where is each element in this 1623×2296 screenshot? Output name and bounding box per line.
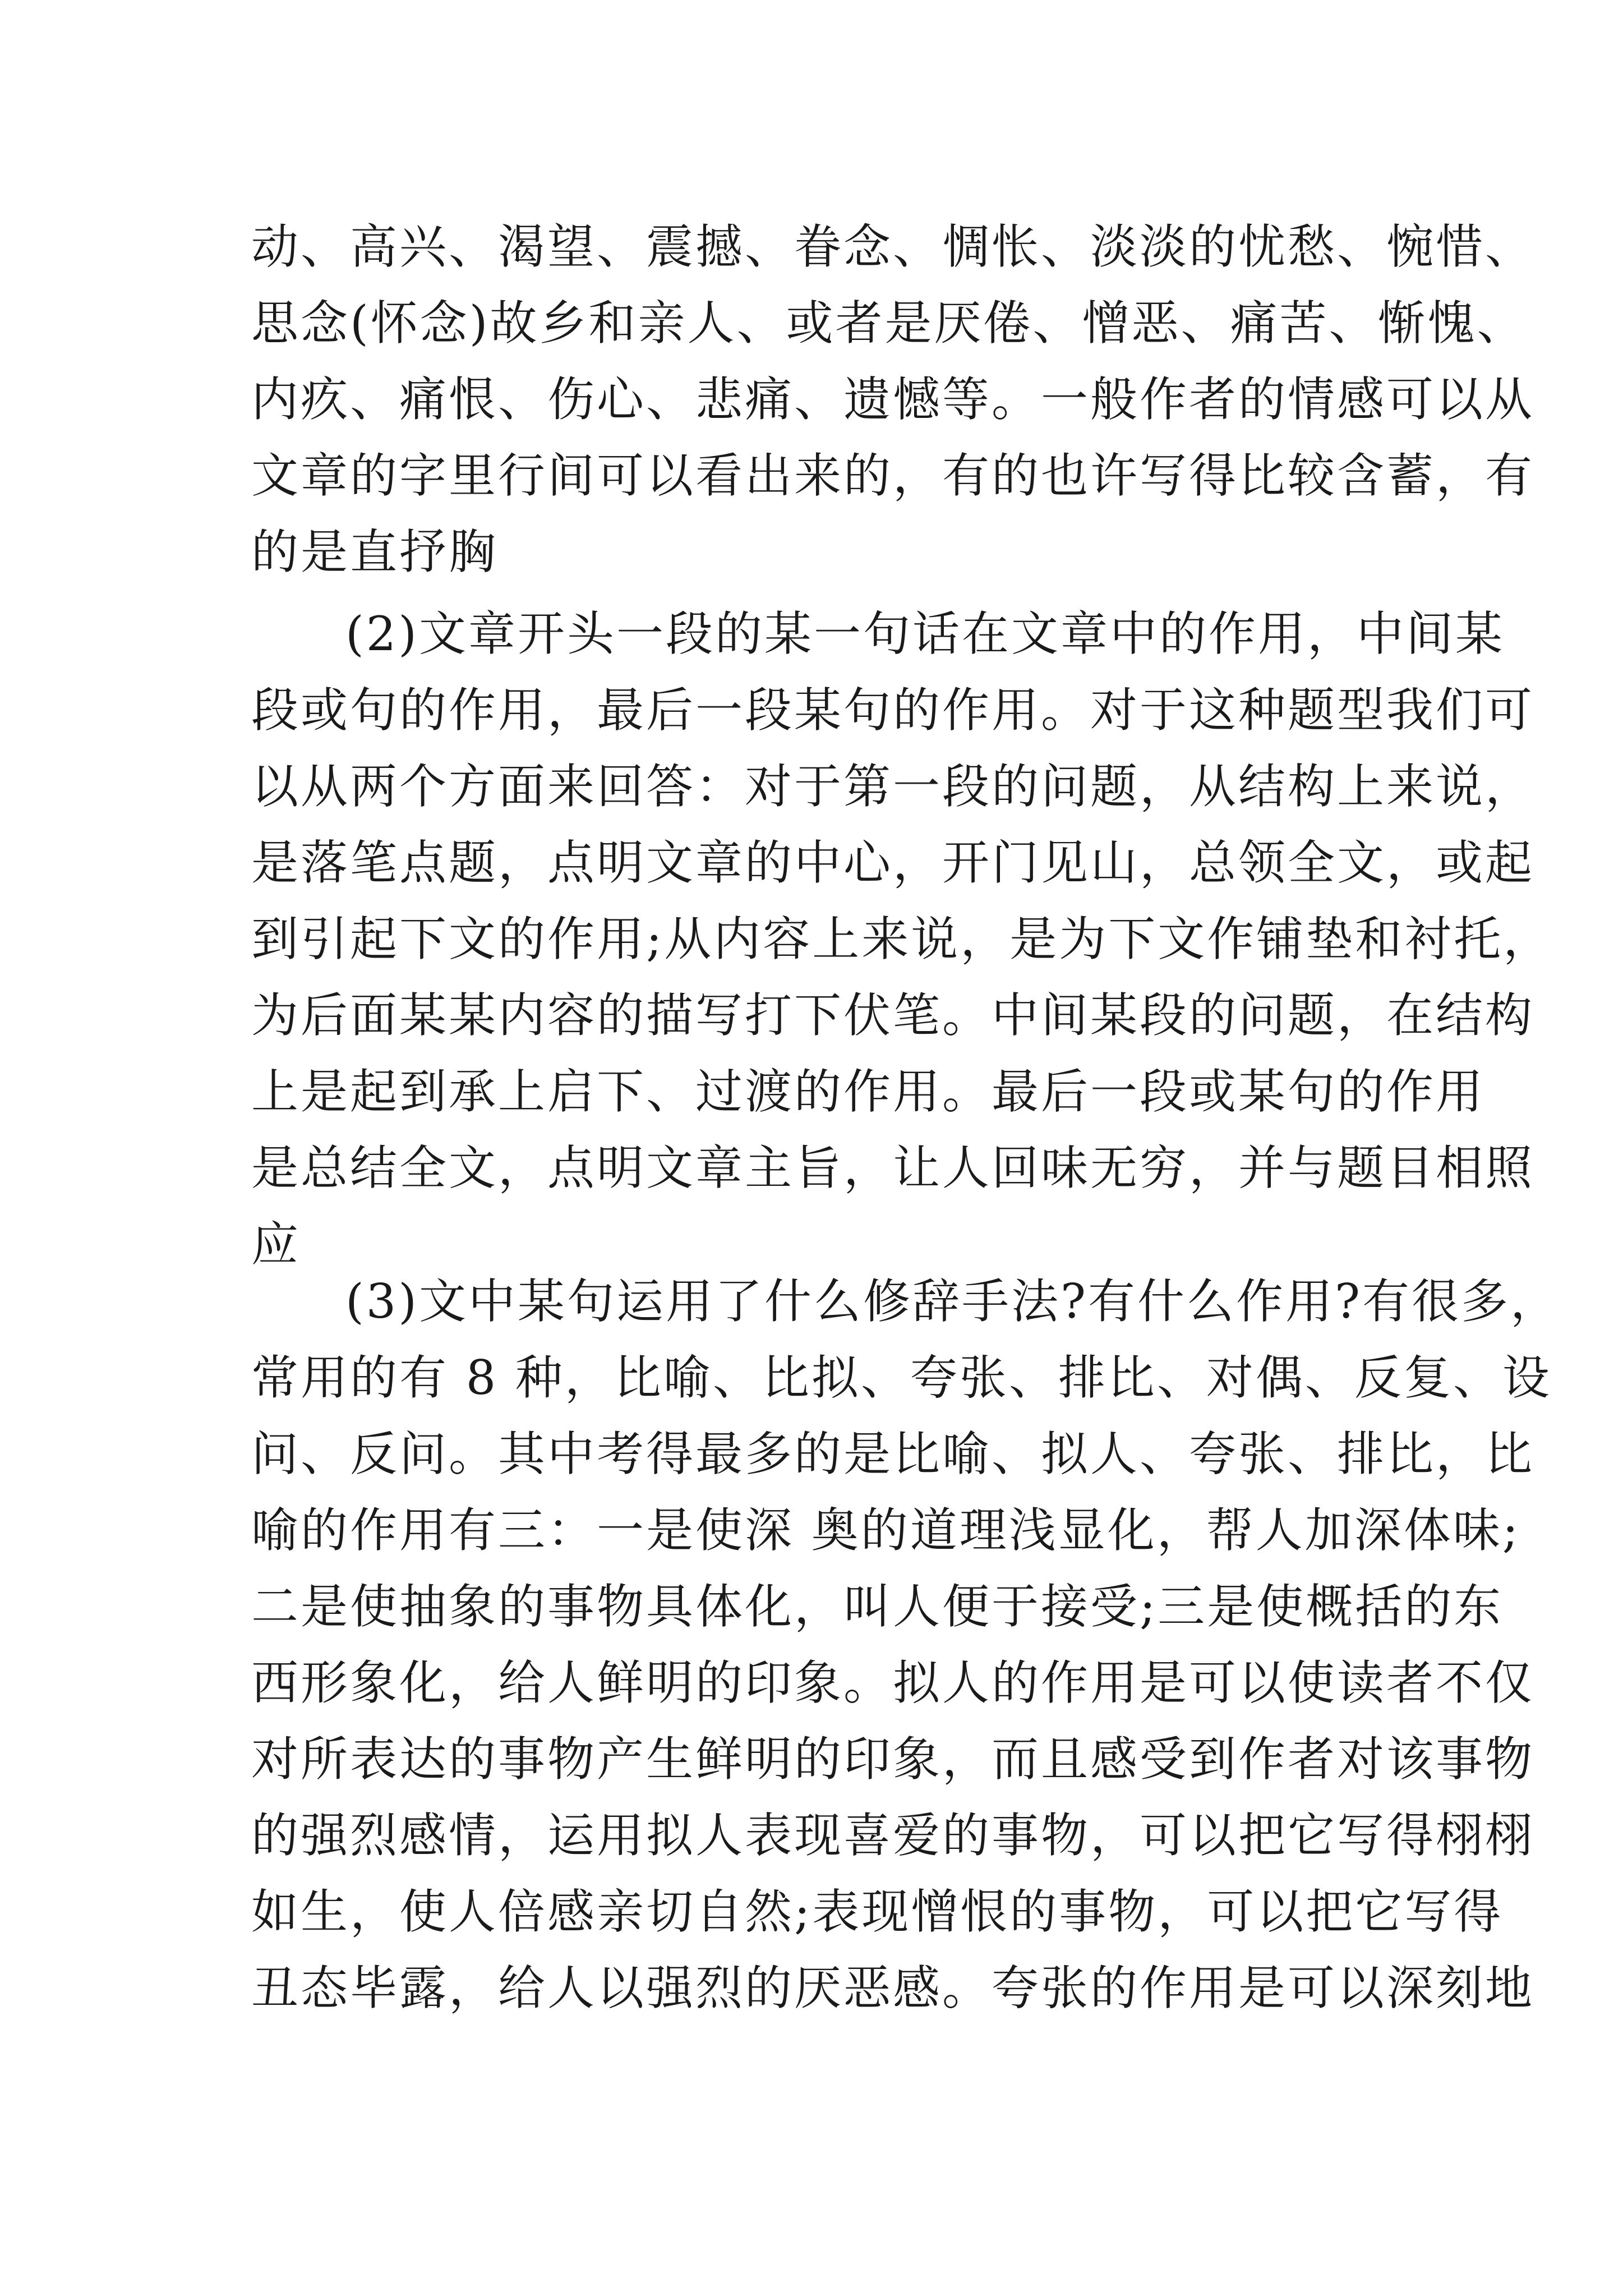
text-line: 是总结全文，点明文章主旨，让人回味无穷，并与题目相照 xyxy=(251,1140,1535,1195)
paragraph-emotions xyxy=(251,209,1535,590)
text-line: 文章的字里行间可以看出来的，有的也许写得比较含蓄，有 xyxy=(251,448,1535,503)
text-line: 段或句的作用，最后一段某句的作用。对于这种题型我们可 xyxy=(251,683,1535,738)
text-line: 丑态毕露，给人以强烈的厌恶感。夸张的作用是可以深刻地 xyxy=(251,1961,1535,2016)
text-line: 对所表达的事物产生鲜明的印象，而且感受到作者对该事物 xyxy=(251,1732,1535,1787)
text-line: 思念(怀念)故乡和亲人、或者是厌倦、憎恶、痛苦、惭愧、 xyxy=(251,296,1527,351)
text-line: 为后面某某内容的描写打下伏笔。中间某段的问题，在结构 xyxy=(251,988,1535,1043)
text-line: (2)文章开头一段的某一句话在文章中的作用，中间某 xyxy=(345,606,1505,661)
text-line: 的是直抒胸 xyxy=(251,524,499,579)
text-line: 常用的有 8 种，比喻、比拟、夸张、排比、对偶、反复、设 xyxy=(251,1350,1552,1405)
text-line: 内疚、痛恨、伤心、悲痛、遗憾等。一般作者的情感可以从 xyxy=(251,372,1535,427)
text-line: 以从两个方面来回答：对于第一段的问题，从结构上来说， xyxy=(251,759,1535,814)
text-line: 如生，使人倍感亲切自然;表现憎恨的事物，可以把它写得 xyxy=(251,1884,1504,1939)
text-line: (3)文中某句运用了什么修辞手法?有什么作用?有很多， xyxy=(345,1274,1560,1329)
text-line: 到引起下文的作用;从内容上来说，是为下文作铺垫和衬托， xyxy=(251,912,1553,967)
text-line: 西形象化，给人鲜明的印象。拟人的作用是可以使读者不仅 xyxy=(251,1655,1535,1710)
text-line: 喻的作用有三：一是使深 奥的道理浅显化，帮人加深体味; xyxy=(251,1503,1521,1558)
text-line: 是落笔点题，点明文章的中心，开门见山，总领全文，或起 xyxy=(251,835,1535,890)
text-line: 动、高兴、渴望、震撼、眷念、惆怅、淡淡的忧愁、惋惜、 xyxy=(251,219,1535,274)
text-line: 问、反问。其中考得最多的是比喻、拟人、夸张、排比，比 xyxy=(251,1427,1535,1481)
text-line: 二是使抽象的事物具体化，叫人便于接受;三是使概括的东 xyxy=(251,1579,1504,1634)
paragraph-rhetoric xyxy=(251,1263,1560,2026)
text-line: 上是起到承上启下、过渡的作用。最后一段或某句的作用 xyxy=(251,1064,1486,1119)
text-line: 应 xyxy=(251,1217,301,1272)
paragraph-sentence-function xyxy=(251,596,1553,1282)
text-line: 的强烈感情，运用拟人表现喜爱的事物，可以把它写得栩栩 xyxy=(251,1808,1535,1863)
